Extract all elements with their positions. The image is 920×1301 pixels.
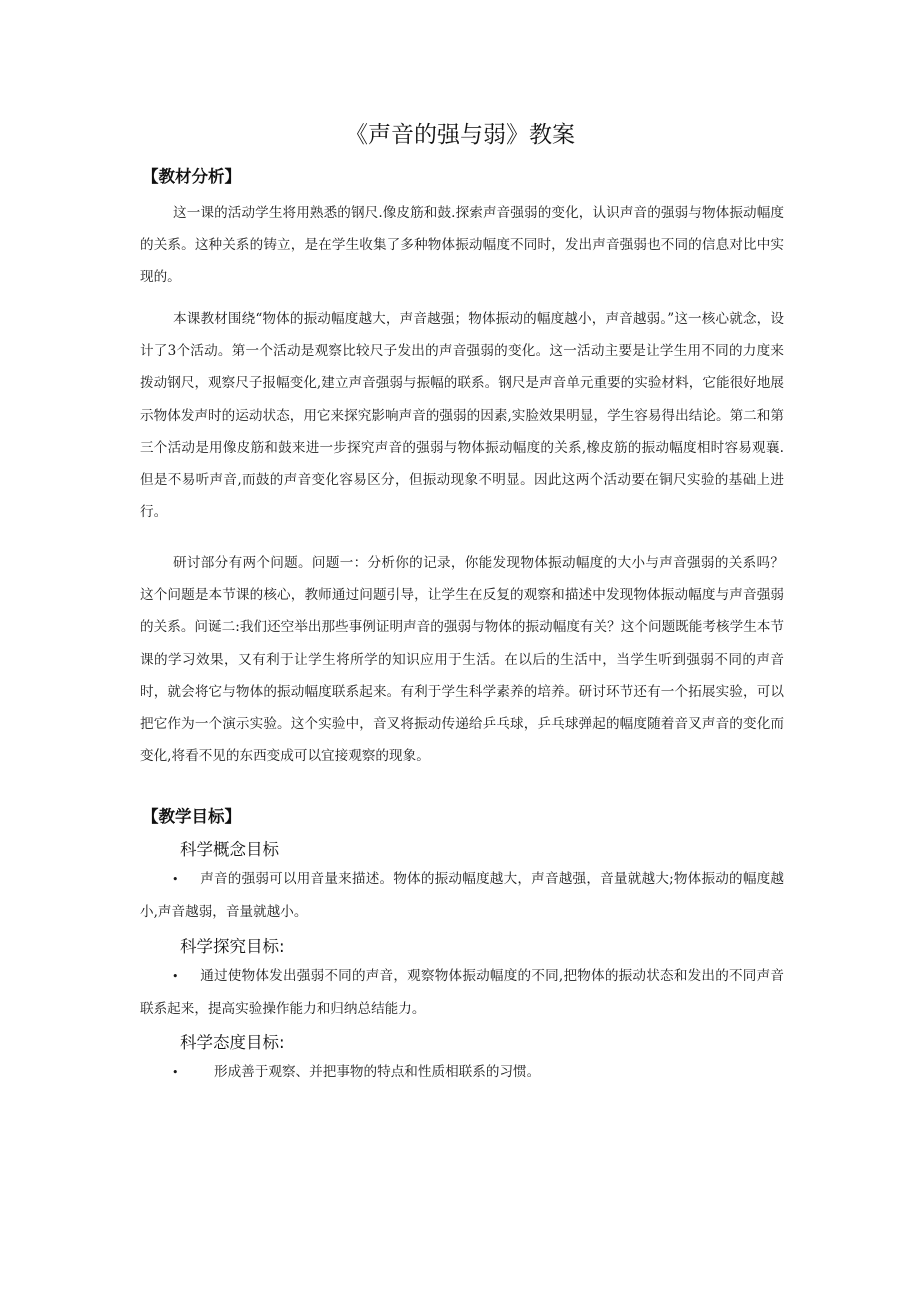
paragraph-analysis-2: 本课教材围绕“物体的振动幅度越大，声音越强；物体振动的幅度越小，声音越弱。”这一核心就念，设计了3个活动。第一个活动是观察比较尺子发出的声音强弱的变化。这一活动主要是让学生用不同的力度来拨动钢尺，观察尺子报幅变化,建立声音强弱与振幅的联系。钢尺是声音单元重要的实验材料，它能很好地展示物体发声时的运动状态，用它来探究影响声音的强弱的因素,实脸效果明显，学生容易得出结论。第二和第三个活动是用像皮筋和鼓来进一步探究声音的强弱与物体振动幅度的关系,橡皮筋的振动幅度相时容易观襄.但是不易听声音,而鼓的声音变化容易区分，但振动现象不明显。因此这两个活动要在铜尺实验的基础上进行。: [140, 311, 784, 521]
paragraph-analysis-1: 这一课的活动学生将用熟悉的钢尺.像皮筋和鼓.探索声音强弱的变化，认识声音的强弱与物体振动幅度的关系。这种关系的铸立，是在学生收集了多种物体振动幅度不同时，发出声音强弱也不同的信息对比中实现的。: [140, 205, 784, 286]
section-heading-textbook-analysis: 【教材分析】: [142, 167, 241, 186]
paragraph-analysis-3: 研讨部分有两个问题。问题一：分析你的记录，你能发现物体振动幅度的大小与声音强弱的关系吗？这个问题是本节课的核心，教师通过问题引导，让学生在反复的观察和描述中发现物体振动幅度与声音强弱的关系。问诞二:我们还空举出那些事例证明声音的强弱与物体的振动幅度有关？这个问题既能考核学生本节课的学习效果，又有利于让学生将所学的知识应用于生活。在以后的生活中，当学生听到强弱不同的声音时，就会将它与物体的振动幅度联系起来。有利于学生科学素养的培养。研讨环节还有一个拓展实验，可以把它作为一个演示实验。这个实验中，音叉将振动传递给乒乓球，乒乓球弹起的幅度随着音叉声音的变化而变化,将看不见的东西变成可以宜接观察的现象。: [140, 555, 784, 765]
goal-text-concept: 声音的强弱可以用音量来描述。物体的振动幅度越大，声音越强，音量就越大;物体振动的幅度越小,声音越弱，音量就越小。: [140, 871, 784, 920]
goal-text-inquiry: 通过使物体发出强弱不同的声音，观察物体振动幅度的不同,把物体的振动状态和发出的不同声音联系起来，提高实验操作能力和归纳总结能力。: [140, 968, 784, 1017]
goal-item-attitude: [172, 1056, 540, 1089]
document-title: 《声音的强与弱》教案: [345, 122, 575, 148]
goal-heading-inquiry: 科学探究目标:: [180, 937, 285, 956]
goal-item-inquiry: [140, 960, 784, 1025]
goal-item-concept: [140, 863, 784, 928]
bullet-icon: •: [172, 1066, 179, 1079]
bullet-icon: •: [172, 873, 179, 886]
section-heading-teaching-goals: 【教学目标】: [142, 807, 241, 826]
goal-heading-concept: 科学概念目标: [180, 840, 279, 859]
bullet-icon: •: [172, 970, 179, 983]
goal-text-attitude: 形成善于观察、并把事物的特点和性质相联系的习惯。: [214, 1064, 541, 1080]
goal-heading-attitude: 科学态度目标:: [180, 1033, 285, 1052]
